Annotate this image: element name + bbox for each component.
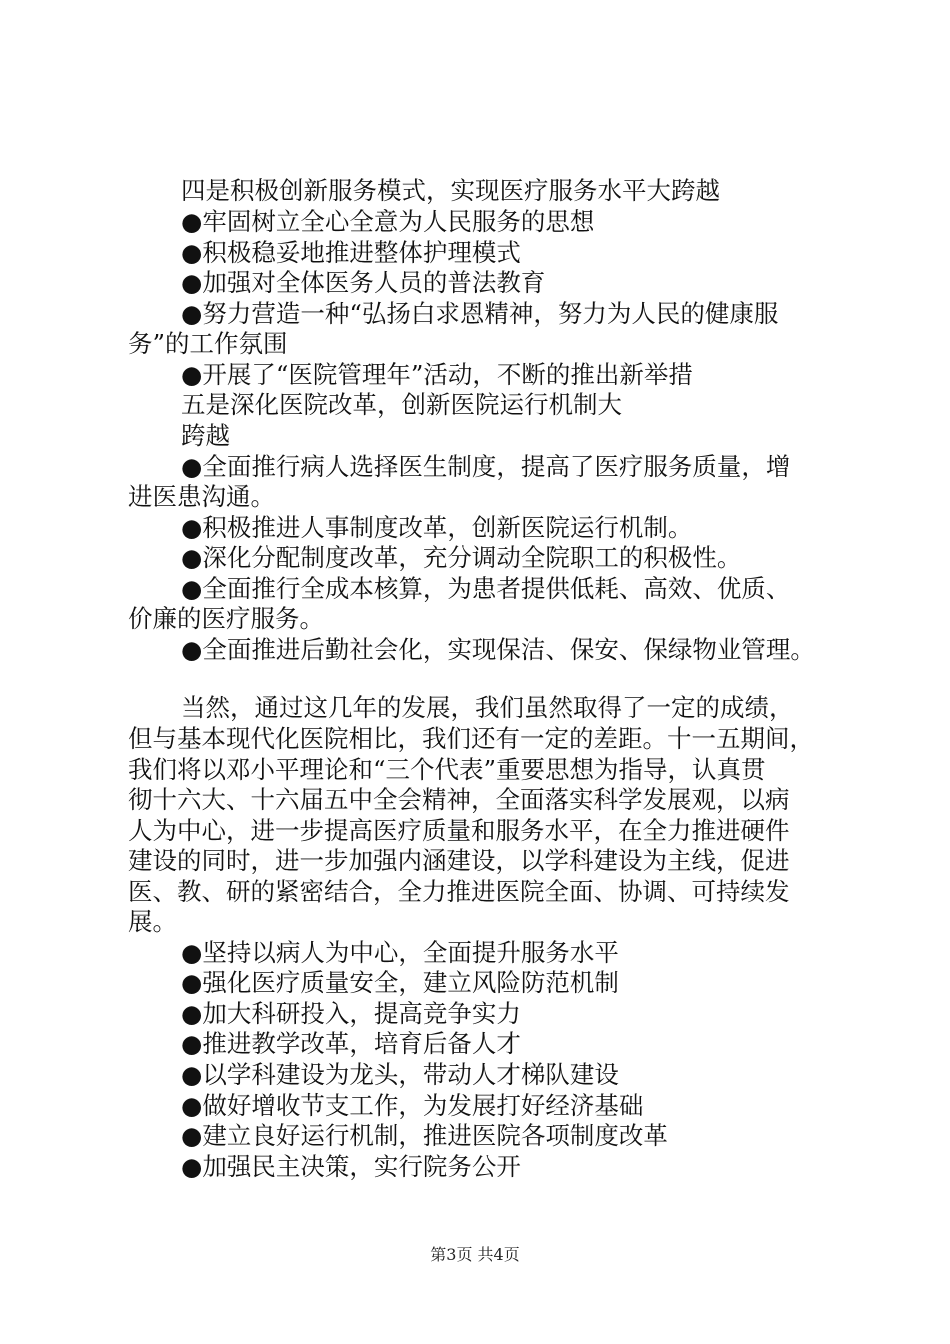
bullet-item: ●努力营造一种“弘扬白求恩精神，努力为人民的健康服 <box>181 299 779 328</box>
bullet-item: ●全面推进后勤社会化，实现保洁、保安、保绿物业管理。 <box>181 635 815 664</box>
bullet-item: ●积极稳妥地推进整体护理模式 <box>181 238 521 267</box>
text-line: 务”的工作氛围 <box>128 329 288 358</box>
bullet-item: ●以学科建设为龙头，带动人才梯队建设 <box>181 1060 619 1089</box>
paragraph-line: 彻十六大、十六届五中全会精神，全面落实科学发展观，以病 <box>128 785 790 814</box>
bullet-item: ●加强民主决策，实行院务公开 <box>181 1152 521 1181</box>
bullet-item: ●做好增收节支工作，为发展打好经济基础 <box>181 1091 644 1120</box>
text-line: 价廉的医疗服务。 <box>128 604 324 633</box>
paragraph-line: 我们将以邓小平理论和“三个代表”重要思想为指导，认真贯 <box>128 755 766 784</box>
bullet-item: ●加大科研投入，提高竞争实力 <box>181 999 521 1028</box>
bullet-item: ●推进教学改革，培育后备人才 <box>181 1029 521 1058</box>
bullet-item: ●积极推进人事制度改革，创新医院运行机制。 <box>181 513 693 542</box>
paragraph-line: 医、教、研的紧密结合，全力推进医院全面、协调、可持续发 <box>128 877 790 906</box>
page-footer: 第3页 共4页 <box>430 1245 520 1264</box>
paragraph-line: 当然，通过这几年的发展，我们虽然取得了一定的成绩， <box>181 693 794 722</box>
text-line: 进医患沟通。 <box>128 482 275 511</box>
text-line: 四是积极创新服务模式，实现医疗服务水平大跨越 <box>181 176 720 205</box>
bullet-item: ●建立良好运行机制，推进医院各项制度改革 <box>181 1121 668 1150</box>
paragraph-line: 但与基本现代化医院相比，我们还有一定的差距。十一五期间， <box>128 724 814 753</box>
bullet-item: ●坚持以病人为中心，全面提升服务水平 <box>181 938 619 967</box>
bullet-item: ●开展了“医院管理年”活动，不断的推出新举措 <box>181 360 693 389</box>
bullet-item: ●全面推行病人选择医生制度，提高了医疗服务质量，增 <box>181 452 791 481</box>
bullet-item: ●全面推行全成本核算，为患者提供低耗、高效、优质、 <box>181 574 791 603</box>
bullet-item: ●强化医疗质量安全，建立风险防范机制 <box>181 968 619 997</box>
paragraph-line: 建设的同时，进一步加强内涵建设，以学科建设为主线，促进 <box>128 846 790 875</box>
section-heading: 五是深化医院改革，创新医院运行机制大 <box>181 390 622 419</box>
paragraph-line: 展。 <box>128 907 177 936</box>
bullet-item: ●牢固树立全心全意为人民服务的思想 <box>181 207 595 236</box>
section-heading: 跨越 <box>181 421 230 450</box>
bullet-item: ●加强对全体医务人员的普法教育 <box>181 268 546 297</box>
paragraph-line: 人为中心，进一步提高医疗质量和服务水平，在全力推进硬件 <box>128 816 790 845</box>
bullet-item: ●深化分配制度改革，充分调动全院职工的积极性。 <box>181 543 742 572</box>
